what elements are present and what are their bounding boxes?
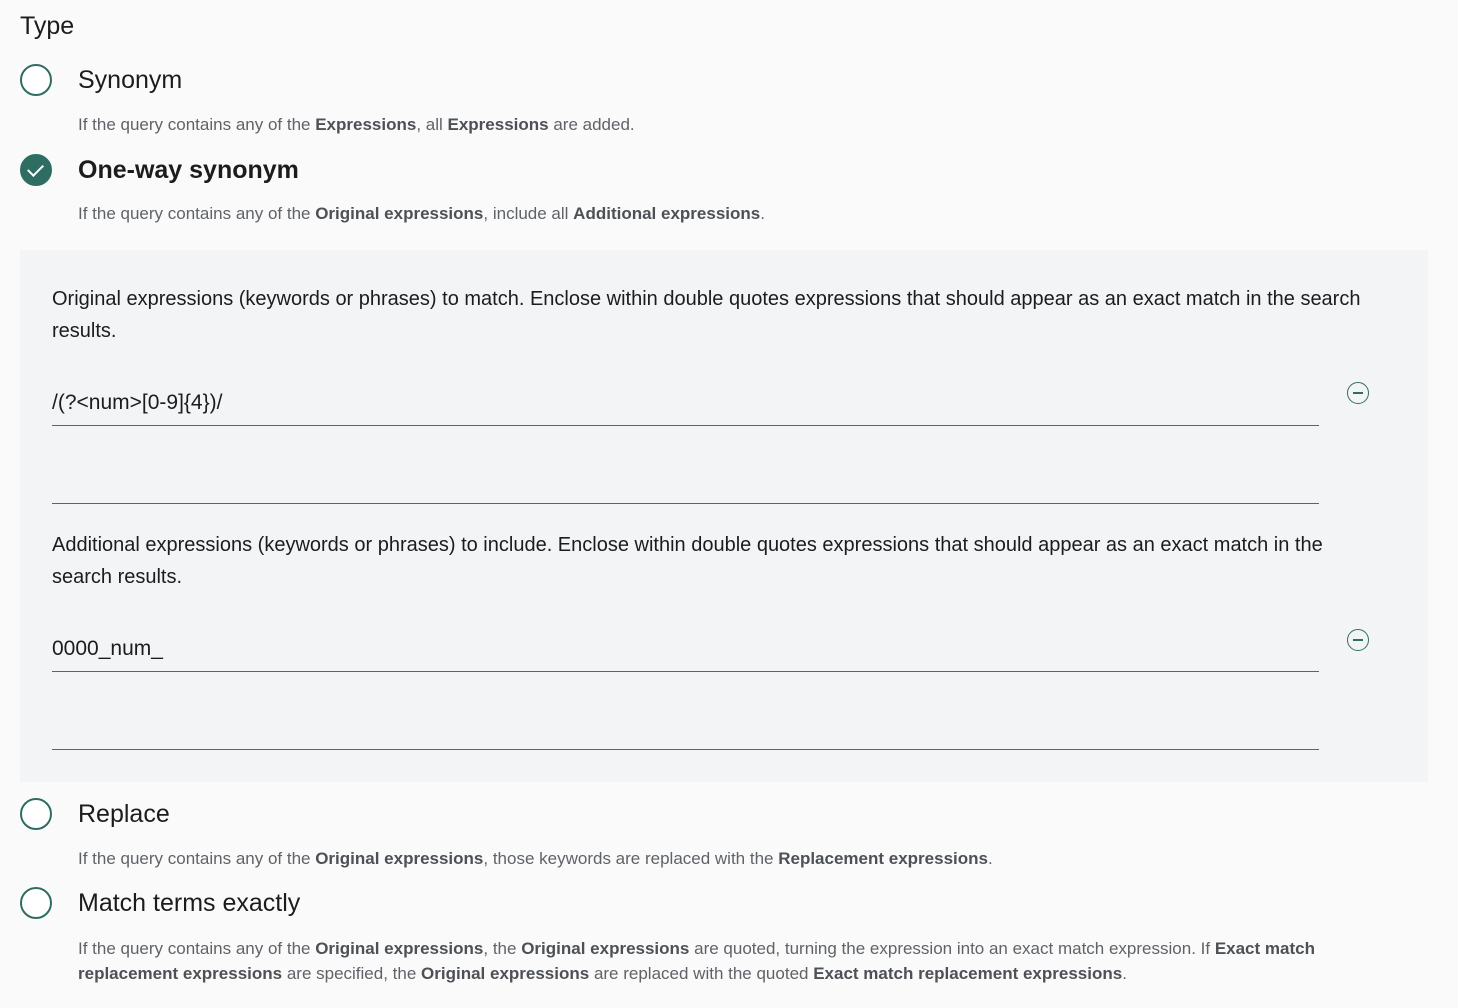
option-description-synonym [78, 112, 1408, 137]
option-description-replace [78, 846, 1408, 871]
option-description-match-terms-exactly [78, 936, 1408, 986]
radio-one-way-synonym[interactable] [20, 154, 52, 186]
additional-expression-input-2[interactable] [52, 705, 1319, 750]
description-text: are replaced with the quoted [589, 964, 814, 983]
description-emphasis: Exact match replacement expressions [813, 964, 1123, 983]
description-text: . [1122, 964, 1127, 983]
original-expressions-description: Original expressions (keywords or phrases) to match. Enclose within double quotes expressions that should appear as an exact match in the search results. [52, 288, 1361, 342]
option-label-replace: Replace [78, 800, 170, 828]
one-way-synonym-panel [20, 250, 1428, 782]
description-text: are specified, the [282, 964, 422, 983]
description-text: are quoted, turning the expression into an exact match expression. If [689, 939, 1215, 958]
description-text: , the [483, 939, 522, 958]
description-emphasis: Original expressions [521, 939, 690, 958]
check-icon [27, 160, 44, 177]
description-emphasis: Original expressions [315, 939, 484, 958]
option-label-synonym: Synonym [78, 66, 183, 94]
description-text: , include all [483, 204, 574, 223]
description-emphasis: Expressions [315, 115, 417, 134]
description-emphasis: Original expressions [421, 964, 590, 983]
description-text: If the query contains any of the [78, 204, 316, 223]
option-label-one-way-synonym: One-way synonym [78, 156, 299, 184]
original-expression-input-2[interactable] [52, 459, 1319, 504]
minus-circle-icon [1353, 639, 1363, 641]
remove-additional-expression-button[interactable] [1347, 629, 1369, 651]
remove-original-expression-button[interactable] [1347, 382, 1369, 404]
radio-replace[interactable] [20, 798, 52, 830]
additional-expressions-description: Additional expressions (keywords or phrases) to include. Enclose within double quotes expressions that should appear as an exact match in the search results. [52, 534, 1323, 588]
radio-match-terms-exactly[interactable] [20, 887, 52, 919]
description-text: If the query contains any of the [78, 849, 316, 868]
description-emphasis: Original expressions [315, 849, 484, 868]
description-text: . [987, 849, 993, 868]
description-text: are added. [548, 115, 635, 134]
description-emphasis: Replacement expressions [778, 849, 988, 868]
description-emphasis: Exact match replacement expressions [78, 939, 1315, 983]
section-title: Type [20, 12, 75, 40]
minus-circle-icon [1353, 392, 1363, 394]
description-emphasis: Additional expressions [573, 204, 761, 223]
description-text: . [760, 204, 765, 223]
option-label-match-terms-exactly: Match terms exactly [78, 889, 301, 917]
description-emphasis: Original expressions [315, 204, 484, 223]
description-text: If the query contains any of the [78, 939, 316, 958]
description-emphasis: Expressions [447, 115, 549, 134]
option-description-one-way-synonym [78, 201, 1408, 226]
radio-synonym[interactable] [20, 64, 52, 96]
original-expression-input-1[interactable] [52, 381, 1319, 426]
description-text: If the query contains any of the [78, 115, 316, 134]
description-text: , all [416, 115, 448, 134]
description-text: , those keywords are replaced with the [483, 849, 779, 868]
additional-expression-input-1[interactable] [52, 627, 1319, 672]
